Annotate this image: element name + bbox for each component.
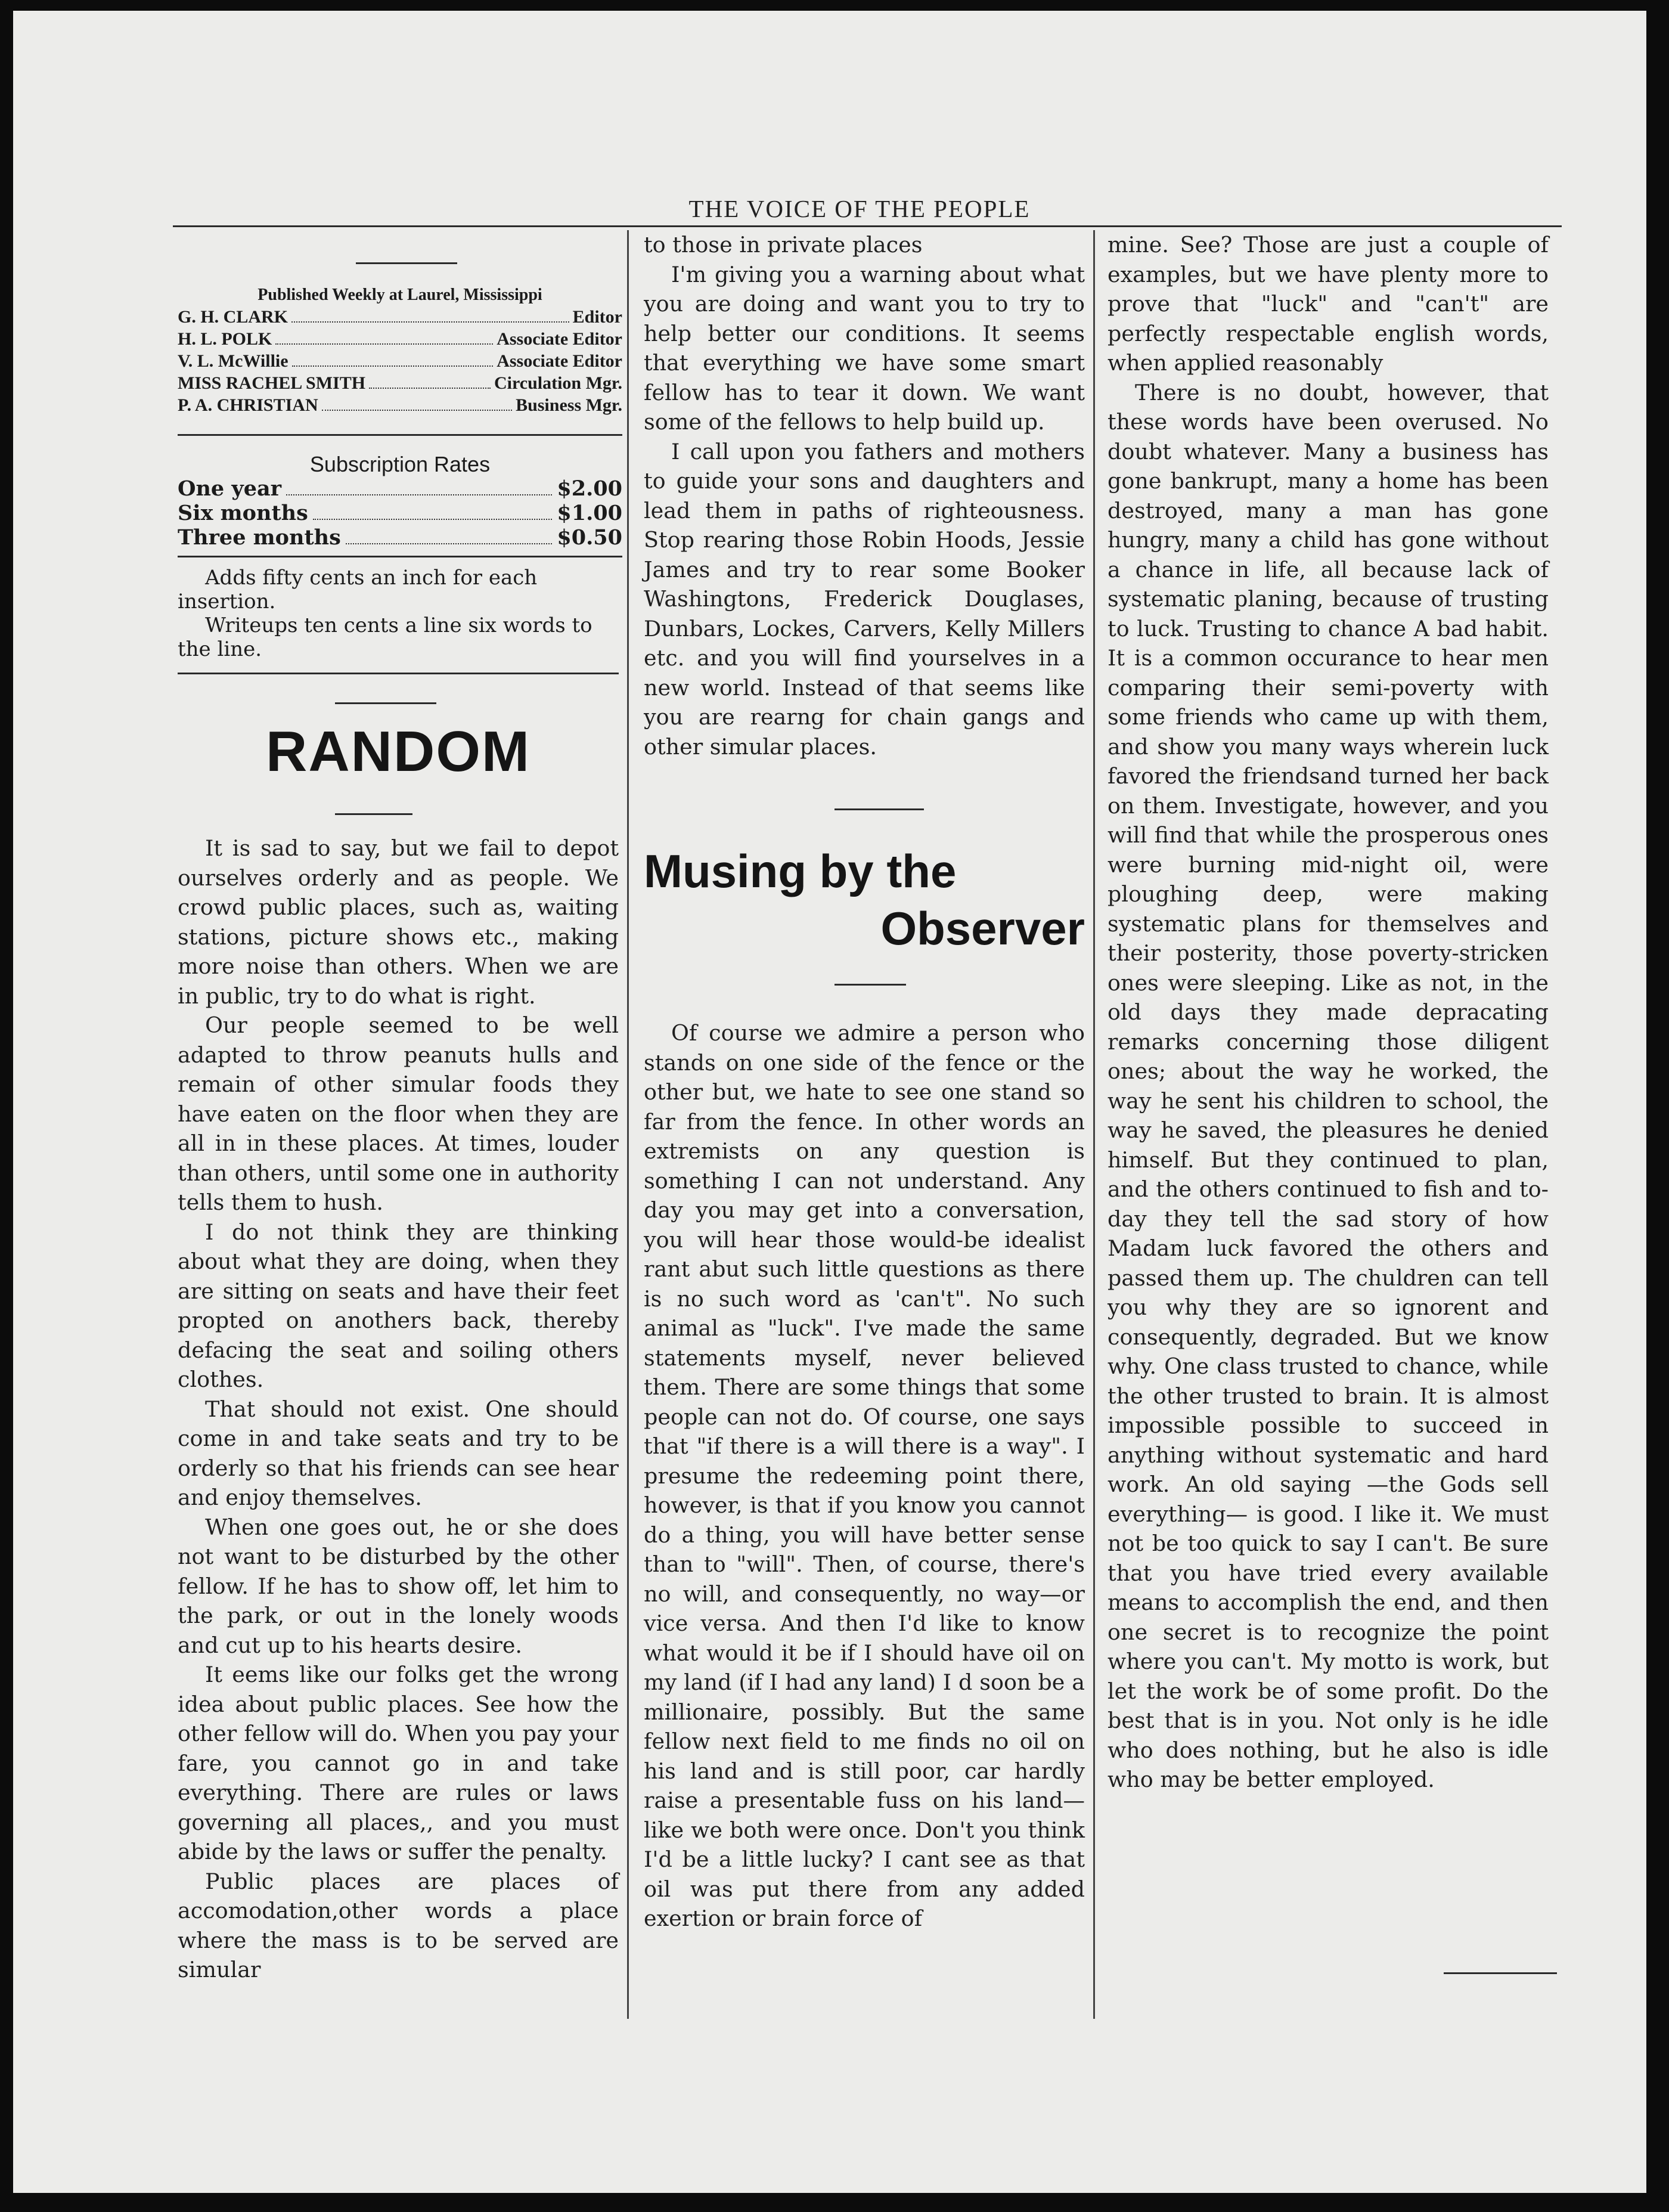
random-title: RANDOM (266, 720, 531, 783)
article-paragraph: It eems like our folks get the wrong idea about public places. See how the other fellow will do. When you pay your fare, you cannot go in and take everything. There are rules or laws governing all places,, and you must abide by the laws or suffer the penalty. (178, 1662, 619, 1864)
rates-rule (178, 556, 622, 557)
random-bottom-rule (335, 813, 412, 815)
musing-title-line2: Observer (880, 902, 1085, 955)
subscription-bottom-rule (178, 673, 619, 674)
continuation-line: to those in private places (644, 232, 923, 258)
random-top-rule (335, 702, 436, 704)
staff-role: Business Mgr. (516, 395, 622, 415)
leader-dots (286, 480, 552, 495)
musing-bottom-rule (834, 984, 906, 986)
writeups-note: Writeups ten cents a line six words to the line. (178, 614, 592, 661)
article-paragraph: I do not think they are thinking about what they are doing, when they are sitting on seats and have their feet propted on anothers back, thereby defacing the seat and soiling others clothes. (178, 1219, 619, 1392)
staff-role: Circulation Mgr. (494, 373, 622, 393)
leader-dots (291, 308, 569, 323)
column-divider-left (627, 230, 629, 2019)
column-divider-right (1093, 230, 1095, 2019)
staff-name: G. H. CLARK (178, 307, 288, 327)
leader-dots (275, 330, 493, 345)
article-paragraph: When one goes out, he or she does not want to be disturbed by the other fellow. If he has to show off, let him to the park, or out in the lonely woods and cut up to his hearts desire. (178, 1514, 619, 1658)
staff-row (178, 350, 622, 372)
staff-name: P. A. CHRISTIAN (178, 395, 318, 415)
staff-row (178, 394, 622, 416)
advertising-note: Adds fifty cents an inch for each insertion. (178, 566, 538, 614)
article-paragraph: There is no doubt, however, that these words have been overused. No doubt whatever. Many a business has gone bankrupt, many a home has been destroyed, many a man has gone hungry, many a child has gone without a chance in life, all because lack of systematic planing, because of trusting to luck. Trusting to chance A bad habit. It is a common occurance to hear men comparing their semi-poverty with some friends who came up with them, and show you many ways wherein luck favored the friendsand turned her back on them. Investigate, however, and you will find that while the prosperous ones were burning mid-night oil, were ploughing deep, were making systematic plans for themselves and their posterity, those poverty-stricken ones were sleeping. Like as not, in the old days they made depracating remarks concerning those diligent ones; about the way he worked, the way he sent his children to school, the way he saved, the pleasures he denied himself. But they continued to plan, and the others continued to fish and to-day they tell the sad story of how Madam luck favored the others and passed them up. The chuldren can tell you why they are so ignorent and consequently, degraded. But we know why. One class trusted to chance, while the other trusted to brain. It is almost impossible possible to succeed in anything without systematic and hard work. An old saying —the Gods sell everything— is good. I like it. We must not be too quick to say I can't. Be sure that you have tried every available means to accomplish the end, and then one secret is to recognize the point where you can't. My motto is work, but let the work be of some profit. Do the best that is in you. Not only is he idle who does nothing, but he also is idle who may be better employed. (1108, 379, 1549, 1792)
right-end-rule (1444, 1972, 1557, 1974)
staff-role: Associate Editor (497, 351, 622, 371)
staff-row (178, 306, 622, 328)
random-article (178, 834, 619, 1985)
staff-box (178, 284, 622, 416)
rate-row (178, 525, 622, 550)
publication-line: Published Weekly at Laurel, Mississippi (258, 286, 542, 304)
leader-dots (292, 352, 494, 367)
article-paragraph: Public places are places of accomodation,other words a place where the mass is to be served are simular (178, 1868, 619, 1982)
musing-article-continued (1108, 230, 1549, 1795)
leader-dots (313, 504, 553, 520)
rate-term: One year (178, 476, 282, 501)
staff-name: MISS RACHEL SMITH (178, 373, 366, 393)
staff-role: Associate Editor (497, 329, 622, 349)
staff-name: H. L. POLK (178, 329, 272, 349)
article-paragraph: mine. See? Those are just a couple of examples, but we have plenty more to prove that "luck" and "can't" are perfectly respectable english words, when applied reasonably (1108, 232, 1549, 376)
musing-article (644, 1018, 1085, 1934)
article-paragraph: Our people seemed to be well adapted to throw peanuts hulls and remain of other simular foods they have eaten on the floor when they are all in in these places. At times, louder than others, until some one in authority tells them to hush. (178, 1012, 619, 1215)
staff-role: Editor (572, 307, 622, 327)
newspaper-page (13, 11, 1646, 2193)
subscription-heading: Subscription Rates (309, 452, 491, 476)
masthead: THE VOICE OF THE PEOPLE (688, 195, 1031, 222)
leader-dots (322, 396, 512, 411)
middle-section-rule (834, 808, 924, 810)
staff-top-rule (356, 262, 457, 264)
rate-row (178, 501, 622, 525)
article-paragraph: Of course we admire a person who stands on one side of the fence or the other but, we hate to see one stand so far from the fence. In other words an extremists on any question is something I can not understand. Any day you may get into a conversation, you will hear those would-be idealist rant abut such little questions as there is no such word as 'can't". No such animal as "luck". I've made the same statements myself, never believed them. There are some things that some people can not do. Of course, one says that "if there is a will there is a way". I presume the redeeming point there, however, is that if you know you cannot do a thing, you will have better sense than to "will". Then, of course, there's no will, and consequently, no way—or vice versa. And then I'd like to know what would it be if I should have oil on my land (if I had any land) I d soon be a millionaire, possibly. But the same fellow next field to me finds no oil on his land and is still poor, car hardly raise a presentable fuss on his land—like we both were once. Don't you think I'd be a little lucky? I cant see as that oil was put there from any added exertion or brain force of (644, 1020, 1085, 1931)
staff-bottom-rule (178, 434, 622, 436)
rate-price: $1.00 (557, 501, 622, 525)
leader-dots (369, 374, 491, 389)
rate-row (178, 476, 622, 501)
random-article-continued (644, 230, 1085, 761)
article-paragraph: It is sad to say, but we fail to depot ourselves orderly and as people. We crowd public places, such as, waiting stations, picture shows etc., making more noise than others. When we are in public, try to do what is right. (178, 835, 619, 1009)
masthead-rule (173, 225, 1562, 227)
leader-dots (346, 529, 553, 544)
article-paragraph: I'm giving you a warning about what you are doing and want you to try to help better our conditions. It seems that everything we have some smart fellow has to tear it down. We want some of the fellows to help build up. (644, 261, 1085, 435)
staff-row (178, 372, 622, 394)
rate-term: Three months (178, 525, 341, 550)
musing-title-line1: Musing by the (644, 845, 957, 897)
staff-row (178, 328, 622, 350)
staff-name: V. L. McWillie (178, 351, 288, 371)
rate-price: $0.50 (557, 525, 622, 550)
subscription-box (178, 452, 622, 661)
article-paragraph: I call upon you fathers and mothers to guide your sons and daughters and lead them in paths of righteousness. Stop rearing those Robin Hoods, Jessie James and try to rear some Booker Washingtons, Frederick Douglases, Dunbars, Lockes, Carvers, Kelly Millers etc. and you will find yourselves in a new world. Instead of that seems like you are rearng for chain gangs and other simular places. (644, 438, 1085, 760)
article-paragraph: That should not exist. One should come in and take seats and try to be orderly so that his friends can see hear and enjoy themselves. (178, 1396, 619, 1510)
rate-price: $2.00 (557, 476, 622, 501)
rate-term: Six months (178, 501, 308, 525)
